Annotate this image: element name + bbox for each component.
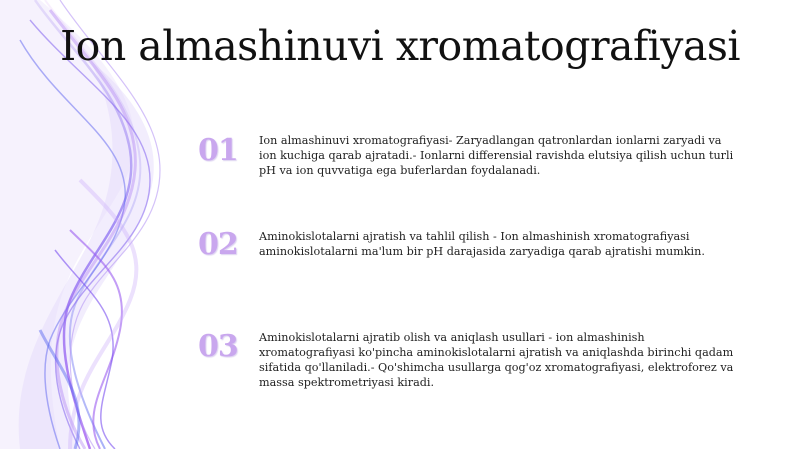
item-number: 03 [198, 329, 238, 364]
item-text: Aminokislotalarni ajratib olish va aniqlash usullari - ion almashinish xromatografiyasi ko'pincha aminokislotalarni ajratish va aniqlashda birinchi qadam sifatida qo'llaniladi.- Qo'shimcha usullarga qog'oz xromatografiyasi, elektroforez va massa spektrometriyasi kiradi. [259, 331, 734, 389]
item-number: 02 [198, 227, 238, 262]
item-number: 01 [198, 133, 238, 168]
item-text: Ion almashinuvi xromatografiyasi- Zaryadlangan qatronlardan ionlarni zaryadi va ion kuchiga qarab ajratadi.- Ionlarni differensial ravishda elutsiya qilish uchun turli pH va ion quvvatiga ega buferlardan foydalanadi. [259, 134, 734, 177]
item-text: Aminokislotalarni ajratish va tahlil qilish - Ion almashinish xromatografiyasi aminokislotalarni ma'lum bir pH darajasida zaryadiga qarab ajratishi mumkin. [259, 230, 705, 258]
page-title: Ion almashinuvi xromatografiyasi [59, 22, 741, 70]
